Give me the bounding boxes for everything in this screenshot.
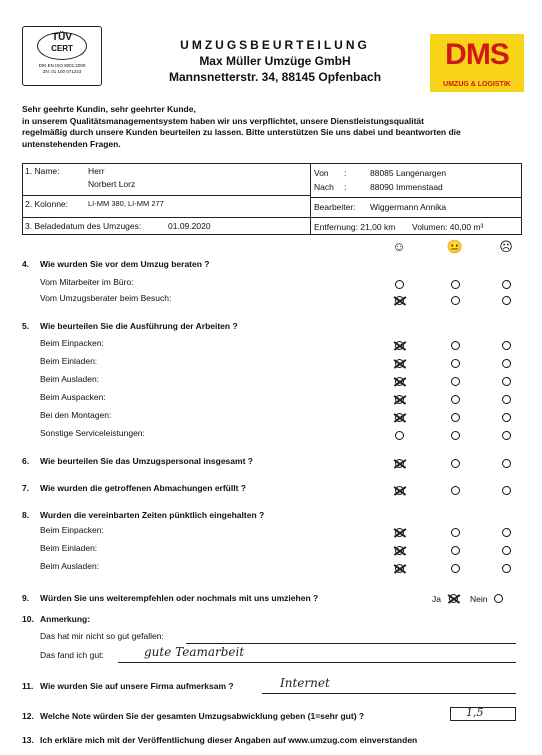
q10-text: Anmerkung: bbox=[40, 614, 91, 624]
q5-sonstige-option-2[interactable] bbox=[451, 431, 460, 440]
q5-sub-montagen: Bei den Montagen: bbox=[40, 410, 112, 420]
q8-number: 8. bbox=[22, 510, 30, 520]
q9-ja-label: Ja bbox=[432, 594, 441, 604]
von-separator: : bbox=[344, 168, 347, 178]
q5-number: 5. bbox=[22, 321, 30, 331]
q4-sub-buero: Vom Mitarbeiter im Büro: bbox=[40, 277, 134, 287]
q5-montagen-option-1[interactable] bbox=[395, 413, 404, 422]
q10-number: 10. bbox=[22, 614, 34, 624]
q5-text: Wie beurteilen Sie die Ausführung der Arbeiten ? bbox=[40, 321, 238, 331]
intro-line-1: Sehr geehrte Kundin, sehr geehrter Kunde, bbox=[22, 104, 196, 114]
nach-value: 88090 Immenstaad bbox=[370, 182, 443, 192]
q5-auspacken-option-1[interactable] bbox=[395, 395, 404, 404]
q12-number: 12. bbox=[22, 711, 34, 721]
kolonne-value: LI-MM 380, LI-MM 277 bbox=[88, 199, 164, 208]
dms-logo-text: DMS bbox=[445, 38, 509, 71]
intro-line-3: regelmäßig durch unsere Kunden beurteilen zu lassen. Bitte unterstützen Sie uns dabei und beantworten die bbox=[22, 127, 461, 137]
tuv-zn-text: ZN: 01 100 071243 bbox=[42, 69, 82, 74]
q11-line[interactable] bbox=[262, 693, 516, 694]
q4-number: 4. bbox=[22, 259, 30, 269]
q8-ausladen-option-1[interactable] bbox=[395, 564, 404, 573]
q10-answer-gut: gute Teamarbeit bbox=[144, 645, 245, 659]
q11-answer: Internet bbox=[280, 676, 330, 690]
q9-nein-label: Nein bbox=[470, 594, 488, 604]
company-address: Mannsnetterstr. 34, 88145 Opfenbach bbox=[168, 70, 382, 84]
q8-sub-ausladen: Beim Ausladen: bbox=[40, 561, 100, 571]
q8-einpacken-option-1[interactable] bbox=[395, 528, 404, 537]
tuv-text: TÜV bbox=[52, 32, 72, 43]
q4-besuch-option-1[interactable] bbox=[395, 296, 404, 305]
tuv-cert-text: CERT bbox=[51, 44, 73, 53]
q12-text: Welche Note würden Sie der gesamten Umzugsabwicklung geben (1=sehr gut) ? bbox=[40, 711, 365, 721]
q6-option-3[interactable] bbox=[502, 459, 511, 468]
q5-ausladen-option-3[interactable] bbox=[502, 377, 511, 386]
q9-number: 9. bbox=[22, 593, 30, 603]
q5-auspacken-option-3[interactable] bbox=[502, 395, 511, 404]
q4-besuch-option-2[interactable] bbox=[451, 296, 460, 305]
name-salutation: Herr bbox=[88, 166, 105, 176]
q5-einpacken-option-2[interactable] bbox=[451, 341, 460, 350]
q5-einladen-option-3[interactable] bbox=[502, 359, 511, 368]
nach-label: Nach bbox=[314, 182, 334, 192]
q5-sub-einpacken: Beim Einpacken: bbox=[40, 338, 104, 348]
beladedatum-label: 3. Beladedatum des Umzuges: bbox=[25, 221, 142, 231]
nach-separator: : bbox=[344, 182, 347, 192]
neutral-face-icon: 😐 bbox=[446, 239, 464, 254]
q8-sub-einladen: Beim Einladen: bbox=[40, 543, 98, 553]
q4-text: Wie wurden Sie vor dem Umzug beraten ? bbox=[40, 259, 210, 269]
q8-ausladen-option-2[interactable] bbox=[451, 564, 460, 573]
q5-auspacken-option-2[interactable] bbox=[451, 395, 460, 404]
q6-text: Wie beurteilen Sie das Umzugspersonal insgesamt ? bbox=[40, 456, 253, 466]
q9-ja-checkbox[interactable] bbox=[449, 594, 458, 603]
sad-face-icon: ☹ bbox=[499, 239, 513, 254]
form-title: UMZUGSBEURTEILUNG bbox=[180, 38, 370, 52]
q11-text: Wie wurden Sie auf unsere Firma aufmerksam ? bbox=[40, 681, 234, 691]
bearbeiter-value: Wiggermann Annika bbox=[370, 202, 447, 212]
q12-answer: 1,5 bbox=[466, 706, 484, 719]
happy-face-icon: ☺ bbox=[392, 239, 406, 254]
q5-sonstige-option-1[interactable] bbox=[395, 431, 404, 440]
q10-sub-nicht-gut: Das hat mir nicht so gut gefallen: bbox=[40, 631, 164, 641]
q5-ausladen-option-1[interactable] bbox=[395, 377, 404, 386]
q10-sub-gut: Das fand ich gut: bbox=[40, 650, 104, 660]
intro-line-2: in unserem Qualitätsmanagementsystem haben wir uns verpflichtet, unsere Dienstleistungsqualität bbox=[22, 115, 424, 126]
q7-option-2[interactable] bbox=[451, 486, 460, 495]
q8-ausladen-option-3[interactable] bbox=[502, 564, 511, 573]
kolonne-label: 2. Kolonne: bbox=[25, 199, 69, 209]
intro-text bbox=[22, 104, 527, 150]
q9-text: Würden Sie uns weiterempfehlen oder nochmals mit uns umziehen ? bbox=[40, 593, 319, 603]
q5-sub-auspacken: Beim Auspacken: bbox=[40, 392, 106, 402]
q5-einpacken-option-1[interactable] bbox=[395, 341, 404, 350]
dms-logo bbox=[430, 34, 524, 92]
entfernung-value: Entfernung: 21,00 km bbox=[314, 222, 396, 232]
q5-sonstige-option-3[interactable] bbox=[502, 431, 511, 440]
von-value: 88085 Langenargen bbox=[370, 168, 447, 178]
tuv-din-text: DIN EN ISO 9001:2000 bbox=[38, 63, 86, 68]
company-name: Max Müller Umzüge GmbH bbox=[199, 54, 351, 68]
q4-sub-besuch: Vom Umzugsberater beim Besuch: bbox=[40, 293, 172, 303]
q11-number: 11. bbox=[22, 681, 34, 691]
q5-sub-ausladen: Beim Ausladen: bbox=[40, 374, 100, 384]
q10-line-2[interactable] bbox=[118, 662, 516, 663]
bearbeiter-label: Bearbeiter: bbox=[314, 202, 356, 212]
q7-option-3[interactable] bbox=[502, 486, 511, 495]
q13-text: Ich erkläre mich mit der Veröffentlichung dieser Angaben auf www.umzug.com einverstanden bbox=[40, 735, 418, 745]
q13-number: 13. bbox=[22, 735, 34, 745]
q9-nein-checkbox[interactable] bbox=[494, 594, 503, 603]
dms-logo-subtext: UMZUG & LOGISTIK bbox=[443, 81, 511, 88]
q7-option-1[interactable] bbox=[395, 486, 404, 495]
q5-ausladen-option-2[interactable] bbox=[451, 377, 460, 386]
q5-einladen-option-2[interactable] bbox=[451, 359, 460, 368]
received-stamp bbox=[0, 140, 14, 230]
q5-montagen-option-2[interactable] bbox=[451, 413, 460, 422]
q8-einladen-option-3[interactable] bbox=[502, 546, 511, 555]
q10-line-1[interactable] bbox=[186, 643, 516, 644]
q6-number: 6. bbox=[22, 456, 30, 466]
name-label: 1. Name: bbox=[25, 166, 60, 176]
q8-sub-einpacken: Beim Einpacken: bbox=[40, 525, 104, 535]
beladedatum-value: 01.09.2020 bbox=[168, 221, 211, 231]
intro-line-4: untenstehenden Fragen. bbox=[22, 138, 121, 149]
q8-einpacken-option-2[interactable] bbox=[451, 528, 460, 537]
q7-number: 7. bbox=[22, 483, 30, 493]
q5-montagen-option-3[interactable] bbox=[502, 413, 511, 422]
q8-einladen-option-1[interactable] bbox=[395, 546, 404, 555]
q8-einpacken-option-3[interactable] bbox=[502, 528, 511, 537]
von-label: Von bbox=[314, 168, 329, 178]
q4-besuch-option-3[interactable] bbox=[502, 296, 511, 305]
q4-buero-option-3[interactable] bbox=[502, 280, 511, 289]
q5-einpacken-option-3[interactable] bbox=[502, 341, 511, 350]
q5-sub-einladen: Beim Einladen: bbox=[40, 356, 98, 366]
q4-buero-option-2[interactable] bbox=[451, 280, 460, 289]
q4-buero-option-1[interactable] bbox=[395, 280, 404, 289]
q5-einladen-option-1[interactable] bbox=[395, 359, 404, 368]
volumen-value: Volumen: 40,00 m³ bbox=[412, 222, 484, 232]
q7-text: Wie wurden die getroffenen Abmachungen erfüllt ? bbox=[40, 483, 246, 493]
name-value: Norbert Lorz bbox=[88, 179, 136, 189]
tuv-cert-logo bbox=[22, 26, 102, 86]
q8-text: Wurden die vereinbarten Zeiten pünktlich eingehalten ? bbox=[40, 510, 265, 520]
q5-sub-sonstige: Sonstige Serviceleistungen: bbox=[40, 428, 145, 438]
q8-einladen-option-2[interactable] bbox=[451, 546, 460, 555]
q6-option-2[interactable] bbox=[451, 459, 460, 468]
q6-option-1[interactable] bbox=[395, 459, 404, 468]
